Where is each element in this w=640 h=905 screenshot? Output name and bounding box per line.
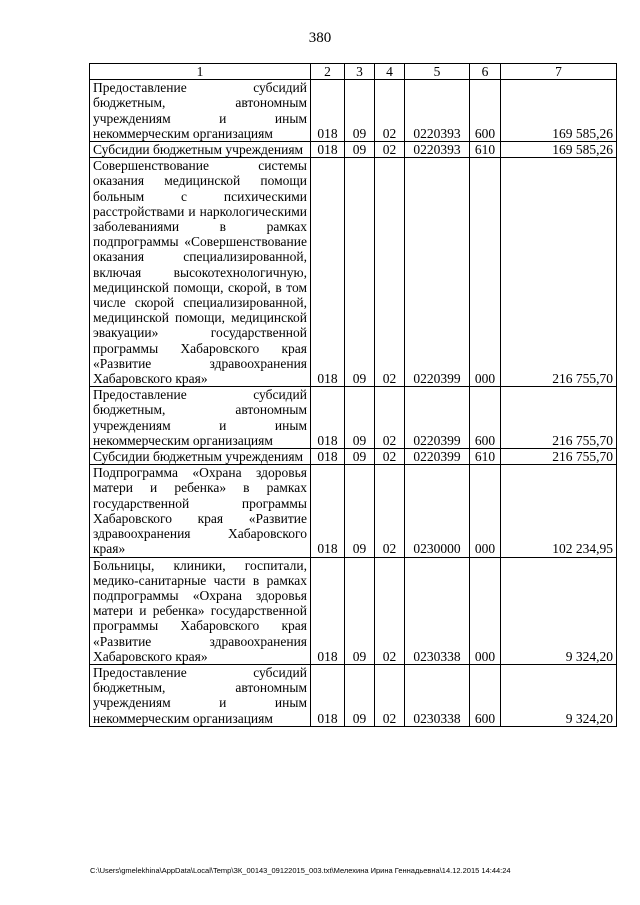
target-article-code: 0220393 (405, 142, 470, 158)
target-article-code: 0220393 (405, 80, 470, 142)
amount: 216 755,70 (501, 158, 617, 387)
table-row (90, 387, 617, 449)
table-row (90, 465, 617, 557)
expense-type-code: 600 (470, 80, 501, 142)
table-row (90, 158, 617, 387)
ministry-code: 018 (311, 664, 345, 726)
expense-type-code: 000 (470, 465, 501, 557)
header-cell: 2 (311, 64, 345, 80)
ministry-code: 018 (311, 142, 345, 158)
table-row (90, 449, 617, 465)
row-description: Больницы, клиники, госпитали, медико-санитарные части в рамках подпрограммы «Охрана здоровья матери и ребенка» государственной программы Хабаровского края «Развитие здравоохранения Хабаровского края» (90, 557, 311, 664)
amount: 169 585,26 (501, 142, 617, 158)
target-article-code: 0220399 (405, 387, 470, 449)
section-code: 09 (345, 158, 375, 387)
target-article-code: 0220399 (405, 449, 470, 465)
expense-type-code: 600 (470, 664, 501, 726)
table-row (90, 142, 617, 158)
subsection-code: 02 (375, 557, 405, 664)
ministry-code: 018 (311, 557, 345, 664)
page-number: 380 (308, 30, 332, 46)
row-description: Совершенствование системы оказания медицинской помощи больным с психическими расстройствами и наркологическими заболеваниями в рамках подпрограммы «Совершенствование оказания специализированной, включая высокотехнологичную, медицинской помощи, скорой, в том числе скорой специализированной, медицинской помощи, медицинской эвакуации» государственной программы Хабаровского края «Развитие здравоохранения Хабаровского края» (90, 158, 311, 387)
amount: 216 755,70 (501, 387, 617, 449)
ministry-code: 018 (311, 80, 345, 142)
amount: 216 755,70 (501, 449, 617, 465)
row-description: Подпрограмма «Охрана здоровья матери и ребенка» в рамках государственной программы Хабаровского края «Развитие здравоохранения Хабаровского края» (90, 465, 311, 557)
ministry-code: 018 (311, 158, 345, 387)
expense-type-code: 000 (470, 557, 501, 664)
header-cell: 6 (470, 64, 501, 80)
ministry-code: 018 (311, 387, 345, 449)
row-description: Субсидии бюджетным учреждениям (90, 142, 311, 158)
expense-type-code: 610 (470, 142, 501, 158)
amount: 9 324,20 (501, 557, 617, 664)
header-cell: 3 (345, 64, 375, 80)
subsection-code: 02 (375, 142, 405, 158)
subsection-code: 02 (375, 387, 405, 449)
subsection-code: 02 (375, 664, 405, 726)
header-cell: 1 (90, 64, 311, 80)
budget-table (89, 63, 617, 727)
target-article-code: 0230338 (405, 557, 470, 664)
expense-type-code: 600 (470, 387, 501, 449)
subsection-code: 02 (375, 158, 405, 387)
subsection-code: 02 (375, 449, 405, 465)
subsection-code: 02 (375, 80, 405, 142)
header-cell: 5 (405, 64, 470, 80)
table-row (90, 664, 617, 726)
row-description: Предоставление субсидий бюджетным, автономным учреждениям и иным некоммерческим организациям (90, 80, 311, 142)
row-description: Предоставление субсидий бюджетным, автономным учреждениям и иным некоммерческим организациям (90, 664, 311, 726)
section-code: 09 (345, 557, 375, 664)
amount: 9 324,20 (501, 664, 617, 726)
section-code: 09 (345, 80, 375, 142)
header-cell: 7 (501, 64, 617, 80)
footer-file-path: C:\Users\gmelekhina\AppData\Local\Temp\ЗК_00143_09122015_003.txt\Мелехина Ирина Геннадьевна\14.12.2015 14:44:24 (90, 866, 511, 875)
subsection-code: 02 (375, 465, 405, 557)
table-row (90, 557, 617, 664)
row-description: Предоставление субсидий бюджетным, автономным учреждениям и иным некоммерческим организациям (90, 387, 311, 449)
row-description: Субсидии бюджетным учреждениям (90, 449, 311, 465)
ministry-code: 018 (311, 449, 345, 465)
section-code: 09 (345, 465, 375, 557)
section-code: 09 (345, 142, 375, 158)
target-article-code: 0230000 (405, 465, 470, 557)
amount: 102 234,95 (501, 465, 617, 557)
target-article-code: 0230338 (405, 664, 470, 726)
expense-type-code: 000 (470, 158, 501, 387)
section-code: 09 (345, 449, 375, 465)
section-code: 09 (345, 664, 375, 726)
ministry-code: 018 (311, 465, 345, 557)
table-header-row (90, 64, 617, 80)
table-row (90, 80, 617, 142)
expense-type-code: 610 (470, 449, 501, 465)
section-code: 09 (345, 387, 375, 449)
header-cell: 4 (375, 64, 405, 80)
target-article-code: 0220399 (405, 158, 470, 387)
amount: 169 585,26 (501, 80, 617, 142)
